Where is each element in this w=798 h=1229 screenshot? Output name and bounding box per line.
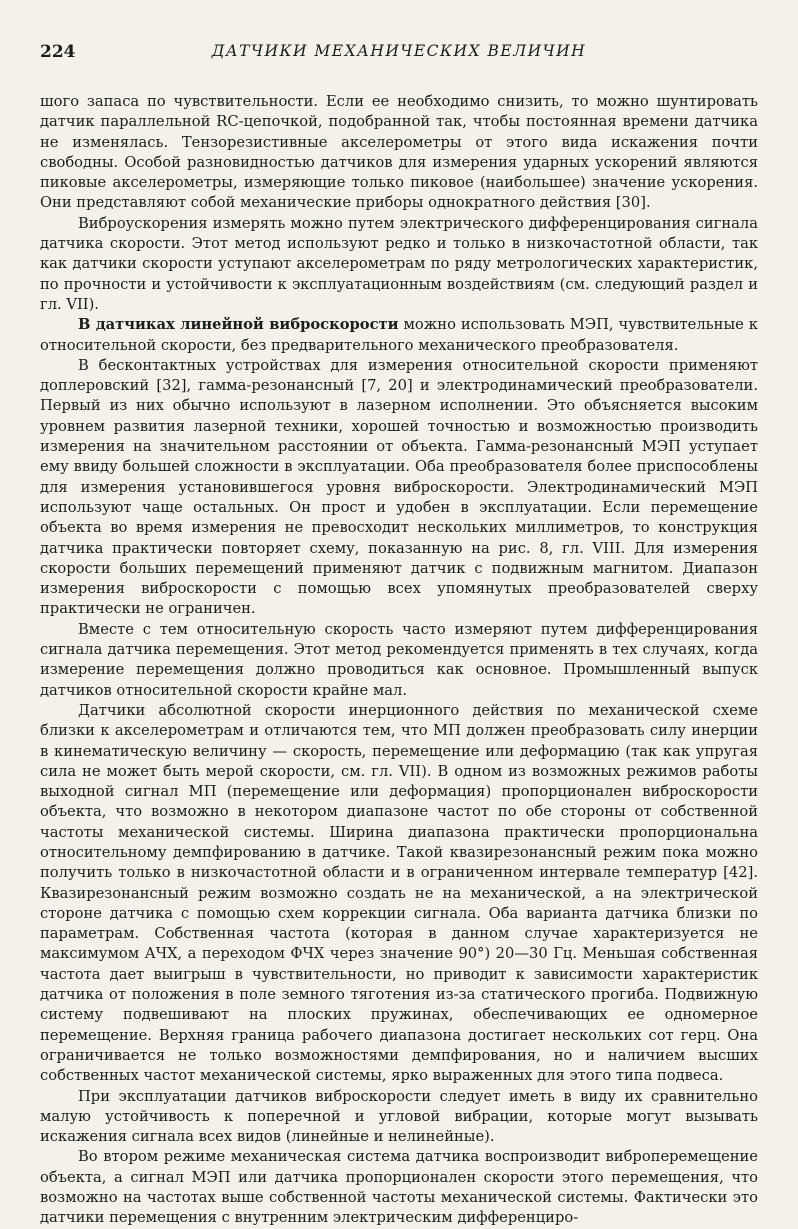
paragraph-lead: В датчиках линейной виброскорости [78, 316, 399, 334]
paragraph: Вместе с тем относительную скорость часто измеряют путем дифференцирования сигнала датчика перемещения. Этот метод рекомендуется применять в тех случаях, когда измерение перемещения должно проводиться как основное. Промышленный выпуск датчиков относительной скорости крайне мал. [40, 620, 758, 699]
page-number: 224 [40, 42, 76, 62]
paragraph: Виброускорения измерять можно путем электрического дифференцирования сигнала датчика скорости. Этот метод используют редко и только в низкочастотной области, так как датчики скорости уступают акселерометрам по ряду метрологических характеристик, по прочности и устойчивости к эксплуатационным воздействиям (см. следующий раздел и гл. VII). [40, 214, 758, 313]
paragraph: Датчики абсолютной скорости инерционного действия по механической схеме близки к акселерометрам и отличаются тем, что МП должен преобразовать силу инерции в кинематическую величину — скорость, перемещение или деформацию (так как упругая сила не может быть мерой скорости, см. гл. VII). В одном из возможных режимов работы выходной сигнал МП (перемещение или деформация) пропорционален виброскорости объекта, что возможно в некотором диапазоне частот по обе стороны от собственной частоты механической системы. Ширина диапазона практически пропорциональна относительному демпфированию в датчике. Такой квазирезонансный режим пока можно получить только в низкочастотной области и в ограниченном интервале температур [42]. Квазирезонансный режим возможно создать не на механической, а на электрической стороне датчика с помощью схем коррекции сигнала. Оба варианта датчика близки по параметрам. Собственная частота (которая в данном случае характеризуется не максимумом АЧХ, а переходом ФЧХ через значение 90°) 20—30 Гц. Меньшая собственная частота дает выигрыш в чувствительности, но приводит к зависимости характеристик датчика от положения в поле земного тяготения из-за статического прогиба. Подвижную систему подвешивают на плоских пружинах, обеспечивающих ее одномерное перемещение. Верхняя граница рабочего диапазона достигает нескольких сот герц. Она ограничивается не только возможностями демпфирования, но и наличием высших собственных частот механической системы, ярко выраженных для этого типа подвеса. [40, 701, 758, 1085]
paragraph: В бесконтактных устройствах для измерения относительной скорости применяют доплеровский [32], гамма-резонансный [7, 20] и электродинамический преобразователи. Первый из них обычно используют в лазерном исполнении. Это объясняется высоким уровнем развития лазерной техники, хорошей точностью и возможностью производить измерения на значительном расстоянии от объекта. Гамма-резонансный МЭП уступает ему ввиду большей сложности в эксплуатации. Оба преобразователя более приспособлены для измерения установившегося уровня виброскорости. Электродинамический МЭП используют чаще остальных. Он прост и удобен в эксплуатации. Если перемещение объекта во время измерения не превосходит нескольких миллиметров, то конструкция датчика практически повторяет схему, показанную на рис. 8, гл. VIII. Для измерения скорости больших перемещений применяют датчик с подвижным магнитом. Диапазон измерения виброскорости с помощью всех упомянутых преобразователей сверху практически не ограничен. [40, 356, 758, 618]
body-text [40, 92, 758, 1229]
paragraph: В датчиках линейной виброскорости можно использовать МЭП, чувствительные к относительной скорости, без предварительного механического преобразователя. [40, 316, 758, 354]
page-header [40, 42, 758, 68]
running-title: ДАТЧИКИ МЕХАНИЧЕСКИХ ВЕЛИЧИН [211, 42, 587, 60]
paragraph: При эксплуатации датчиков виброскорости следует иметь в виду их сравнительно малую устойчивость к поперечной и угловой вибрации, которые могут вызывать искажения сигнала всех видов (линейные и нелинейные). [40, 1087, 758, 1146]
paragraph: Во втором режиме механическая система датчика воспроизводит виброперемещение объекта, а сигнал МЭП или датчика пропорционален скорости этого перемещения, что возможно на частотах выше собственной частоты механической системы. Фактически это датчики перемещения с внутренним электрическим дифференциро- [40, 1148, 758, 1227]
paragraph: шого запаса по чувствительности. Если ее необходимо снизить, то можно шунтировать датчик параллельной RC-цепочкой, подобранной так, чтобы постоянная времени датчика не изменялась. Тензорезистивные акселерометры от этого вида искажения почти свободны. Особой разновидностью датчиков для измерения ударных ускорений являются пиковые акселерометры, измеряющие только пиковое (наибольшее) значение ускорения. Они представляют собой механические приборы однократного действия [30]. [40, 93, 758, 212]
